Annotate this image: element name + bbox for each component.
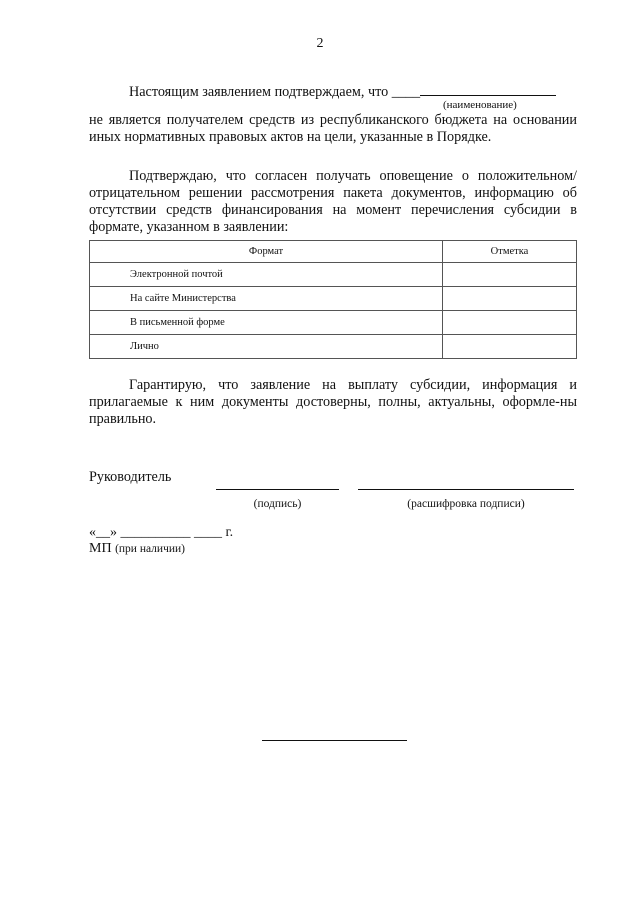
signature-line[interactable] <box>216 489 339 490</box>
intro-text: Настоящим заявлением подтверждаем, что ____ <box>129 84 421 100</box>
mark-cell[interactable] <box>443 335 577 359</box>
mark-cell[interactable] <box>443 311 577 335</box>
table-header-format: Формат <box>90 241 443 263</box>
mark-cell[interactable] <box>443 287 577 311</box>
format-cell: Электронной почтой <box>90 263 443 287</box>
signature-decryption-line[interactable] <box>358 489 574 490</box>
paragraph-notification-consent: Подтверждаю, что согласен получать оповещение о положительном/отрицательном решении рассмотрения пакета документов, информацию об отсутствии средств финансирования на момент перечисления субсидии в формате, указанном в заявлении: <box>89 168 577 235</box>
paragraph-not-recipient: не является получателем средств из республиканского бюджета на основании иных нормативных правовых актов на цели, указанные в Порядке. <box>89 112 577 145</box>
stamp-note: (при наличии) <box>115 543 186 555</box>
signatory-role: Руководитель <box>89 469 172 485</box>
stamp-label: МП <box>89 541 112 556</box>
table-header-mark: Отметка <box>443 241 577 263</box>
stamp-place <box>89 541 185 557</box>
format-cell: На сайте Министерства <box>90 287 443 311</box>
table-row <box>90 287 577 311</box>
table-row <box>90 311 577 335</box>
table-row <box>90 263 577 287</box>
name-caption: (наименование) <box>443 99 517 111</box>
end-divider-line <box>262 740 407 741</box>
table-header-row <box>90 241 577 263</box>
table-row <box>90 335 577 359</box>
signature-caption: (подпись) <box>253 498 302 510</box>
date-line[interactable]: «__» __________ ____ г. <box>89 525 234 540</box>
page-number: 2 <box>316 36 324 51</box>
format-cell: В письменной форме <box>90 311 443 335</box>
paragraph-guarantee: Гарантирую, что заявление на выплату субсидии, информация и прилагаемые к ним документы достоверны, полны, актуальны, оформле-ны правильно. <box>89 377 577 427</box>
mark-cell[interactable] <box>443 263 577 287</box>
format-table <box>89 240 577 359</box>
name-blank-line[interactable] <box>420 83 556 96</box>
format-cell: Лично <box>90 335 443 359</box>
decryption-caption: (расшифровка подписи) <box>407 498 525 510</box>
